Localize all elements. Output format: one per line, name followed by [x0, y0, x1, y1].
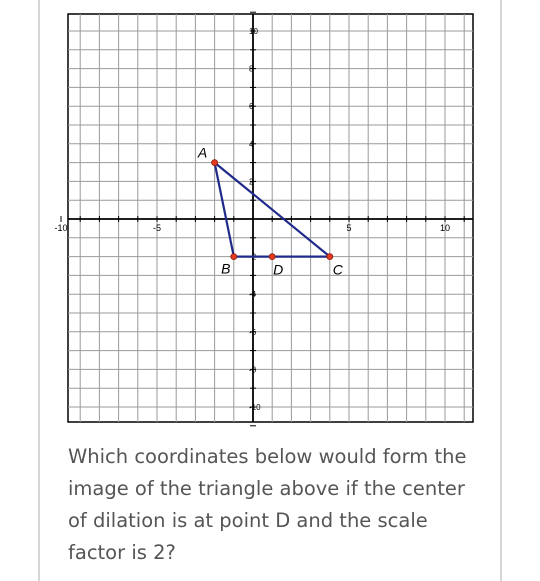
- question-text: Which coordinates below would form the image of the triangle above if the center of dilation is at point D and the scale factor is 2?: [68, 445, 467, 564]
- x-tick-label: 10: [439, 223, 451, 233]
- y-tick-label: -4: [249, 290, 257, 300]
- x-tick-label: -10: [54, 223, 68, 233]
- x-tick-label: -5: [152, 223, 162, 233]
- point-c: [327, 254, 333, 260]
- point-a: [212, 160, 218, 166]
- point-d: [269, 254, 275, 260]
- y-tick-label: 6: [249, 102, 254, 112]
- y-tick-label: 4: [249, 139, 254, 149]
- y-tick-label: -10: [249, 403, 261, 412]
- point-label-b: B: [221, 260, 231, 277]
- point-label-d: D: [273, 261, 284, 278]
- y-tick-label: 10: [249, 27, 258, 36]
- y-tick-label: 8: [249, 64, 254, 74]
- plot-frame: [68, 14, 473, 422]
- point-b: [231, 254, 237, 260]
- x-tick-label: 5: [346, 223, 352, 233]
- point-label-a: A: [197, 144, 208, 161]
- point-label-c: C: [332, 261, 343, 278]
- y-tick-label: -6: [249, 327, 257, 337]
- y-tick-label: 2: [249, 177, 254, 187]
- y-tick-label: -2: [249, 252, 257, 262]
- y-tick-label: -8: [249, 365, 257, 375]
